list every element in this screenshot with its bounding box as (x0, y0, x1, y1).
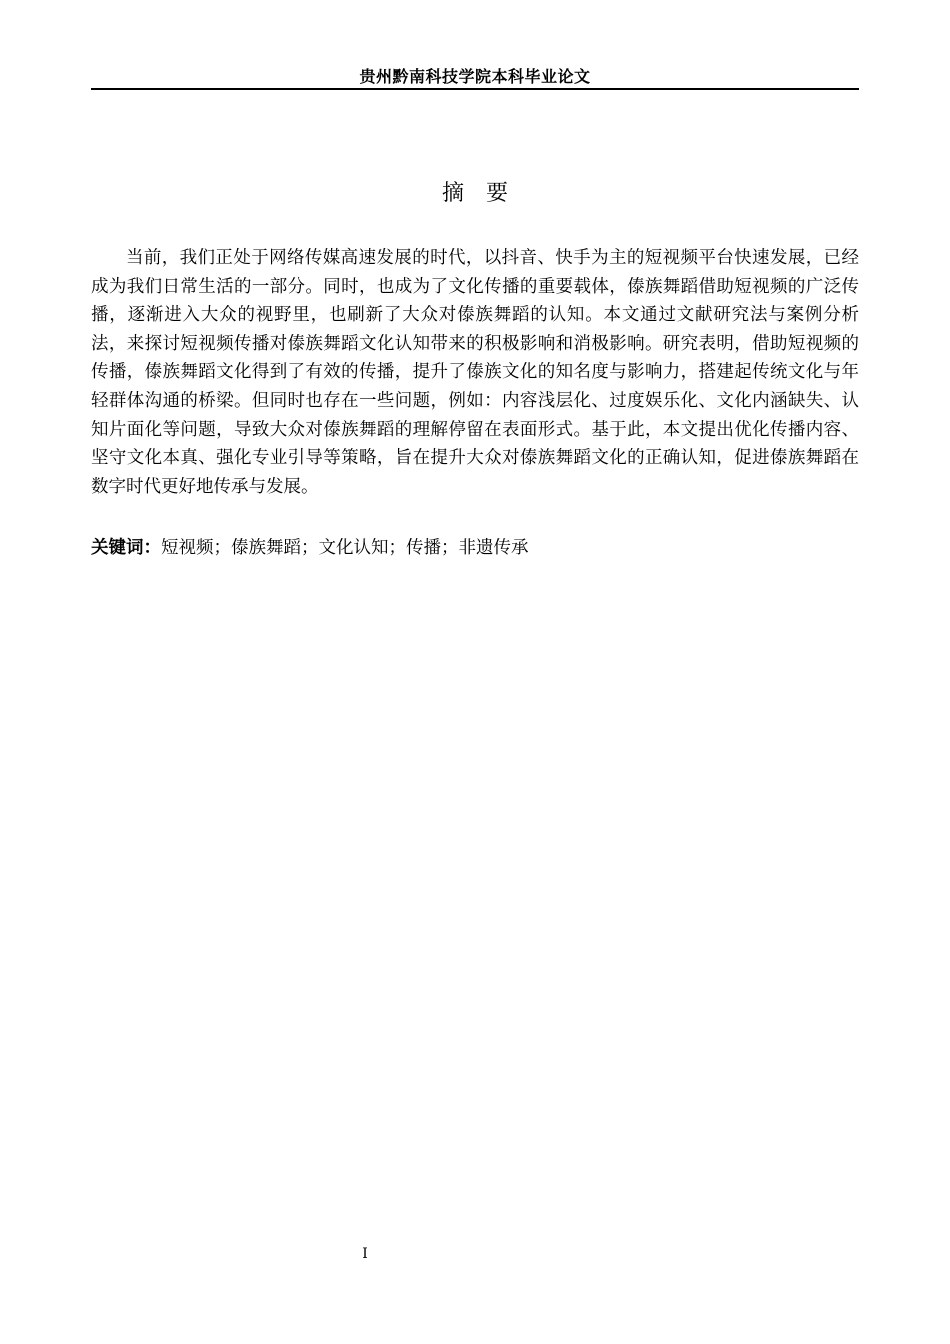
header-title: 贵州黔南科技学院本科毕业论文 (359, 67, 591, 86)
page-number: I (362, 1246, 368, 1262)
keywords-line (91, 534, 859, 562)
abstract-heading: 摘要 (441, 181, 530, 206)
abstract-body: 当前，我们正处于网络传媒高速发展的时代，以抖音、快手为主的短视频平台快速发展，已经成为我们日常生活的一部分。同时，也成为了文化传播的重要载体，傣族舞蹈借助短视频的广泛传播，逐渐进入大众的视野里，也刷新了大众对傣族舞蹈的认知。本文通过文献研究法与案例分析法，来探讨短视频传播对傣族舞蹈文化认知带来的积极影响和消极影响。研究表明，借助短视频的传播，傣族舞蹈文化得到了有效的传播，提升了傣族文化的知名度与影响力，搭建起传统文化与年轻群体沟通的桥梁。但同时也存在一些问题，例如：内容浅层化、过度娱乐化、文化内涵缺失、认知片面化等问题，导致大众对傣族舞蹈的理解停留在表面形式。基于此，本文提出优化传播内容、坚守文化本真、强化专业引导等策略，旨在提升大众对傣族舞蹈文化的正确认知，促进傣族舞蹈在数字时代更好地传承与发展。 (91, 248, 859, 497)
keywords-label: 关键词： (91, 538, 161, 558)
page-header (91, 66, 859, 90)
keywords-text: 短视频；傣族舞蹈；文化认知；传播；非遗传承 (161, 538, 529, 558)
